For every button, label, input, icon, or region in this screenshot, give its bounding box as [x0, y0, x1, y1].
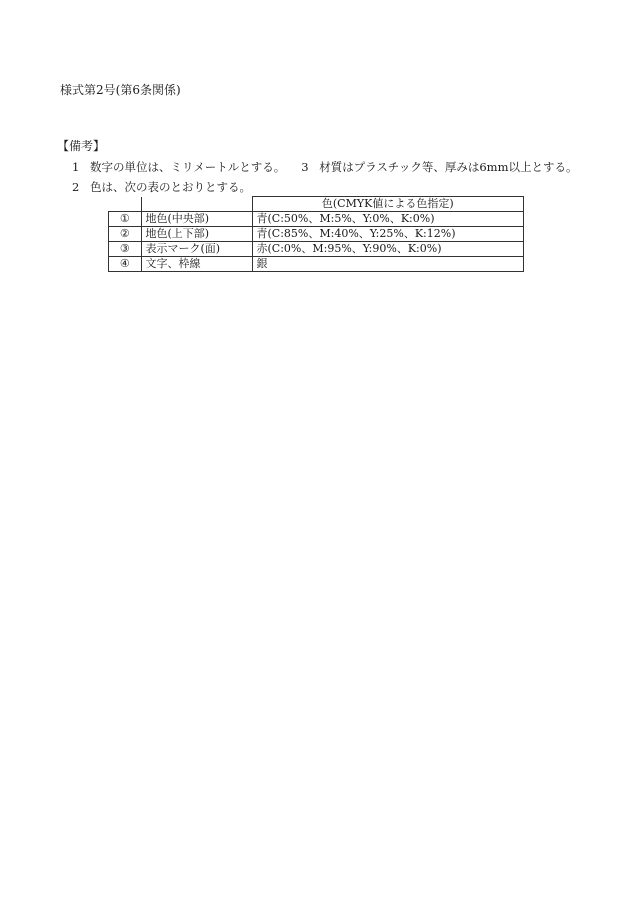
remarks-heading: 【備考】 [57, 139, 106, 153]
item-cell: 地色(上下部) [141, 227, 252, 242]
table-row [109, 212, 524, 227]
header-blank-cell [109, 197, 142, 212]
form-title: 様式第2号(第6条関係) [60, 83, 181, 97]
table-row [109, 242, 524, 257]
color-cell: 青(C:50%、M:5%、Y:0%、K:0%) [252, 212, 524, 227]
note-number: 2 [72, 180, 80, 194]
item-cell: 文字、枠線 [141, 257, 252, 272]
color-cell: 赤(C:0%、M:95%、Y:90%、K:0%) [252, 242, 524, 257]
row-number-cell: ② [109, 227, 142, 242]
note-line-2 [72, 179, 251, 195]
color-cell: 銀 [252, 257, 524, 272]
note-text: 色は、次の表のとおりとする。 [90, 180, 251, 194]
row-number-cell: ③ [109, 242, 142, 257]
note-number: 3 [301, 160, 309, 174]
color-table [108, 196, 524, 272]
item-cell: 表示マーク(面) [141, 242, 252, 257]
note-number: 1 [72, 160, 80, 174]
table-row [109, 257, 524, 272]
row-number-cell: ④ [109, 257, 142, 272]
table-header-row [109, 197, 524, 212]
header-blank-cell [141, 197, 252, 212]
item-cell: 地色(中央部) [141, 212, 252, 227]
color-cell: 青(C:85%、M:40%、Y:25%、K:12%) [252, 227, 524, 242]
table-row [109, 227, 524, 242]
note-line-1 [72, 159, 578, 175]
row-number-cell: ① [109, 212, 142, 227]
color-header-cell: 色(CMYK値による色指定) [252, 197, 524, 212]
note-text: 数字の単位は、ミリメートルとする。 [90, 160, 286, 174]
note-text: 材質はプラスチック等、厚みは6mm以上とする。 [319, 160, 578, 174]
